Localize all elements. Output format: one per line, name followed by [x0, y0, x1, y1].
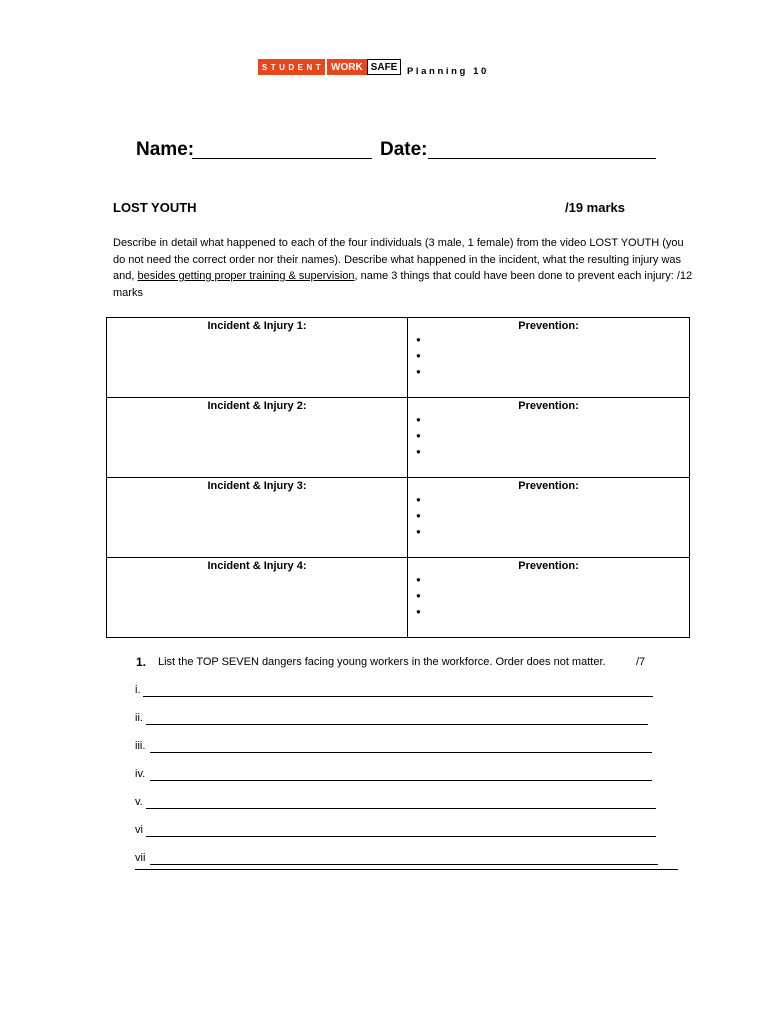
incident-table	[106, 317, 690, 638]
logo-student-text: STUDENT	[258, 59, 325, 75]
answer-line[interactable]	[146, 712, 648, 725]
incident-cell[interactable]	[107, 318, 408, 398]
worksafe-logo	[258, 59, 401, 75]
date-blank[interactable]	[428, 141, 656, 159]
bullet-item[interactable]	[416, 524, 689, 540]
answer-line[interactable]	[143, 684, 653, 697]
incident-cell[interactable]	[107, 478, 408, 558]
bullet-item[interactable]	[416, 348, 689, 364]
prevention-header: Prevention:	[518, 560, 579, 572]
incident-header: Incident & Injury 1:	[207, 320, 307, 332]
prevention-bullets	[408, 492, 689, 540]
prevention-cell[interactable]	[408, 318, 690, 398]
answer-label: vi	[135, 824, 143, 836]
bullet-item[interactable]	[416, 364, 689, 380]
question-marks: /7	[636, 656, 646, 668]
logo-work-text: WORK	[325, 59, 367, 75]
bullet-item[interactable]	[416, 428, 689, 444]
instructions	[113, 235, 693, 301]
table-row	[107, 478, 690, 558]
prevention-bullets	[408, 412, 689, 460]
prevention-header: Prevention:	[518, 480, 579, 492]
prevention-bullets	[408, 332, 689, 380]
prevention-header: Prevention:	[518, 400, 579, 412]
prevention-bullets	[408, 572, 689, 620]
name-blank[interactable]	[192, 141, 372, 159]
bullet-item[interactable]	[416, 412, 689, 428]
answer-line[interactable]	[146, 824, 656, 837]
section-marks: /19 marks	[565, 200, 625, 215]
course-title: Planning 10	[407, 66, 489, 77]
incident-header: Incident & Injury 4:	[207, 560, 307, 572]
instructions-underlined: besides getting proper training & supervision	[137, 270, 355, 282]
bullet-item[interactable]	[416, 508, 689, 524]
bullet-item[interactable]	[416, 572, 689, 588]
bullet-item[interactable]	[416, 588, 689, 604]
instructions-text-2: , name 3 things that could have been done to prevent each injury: /12 marks	[113, 270, 693, 299]
name-label: Name:	[136, 139, 195, 160]
answer-label: i.	[135, 684, 141, 696]
incident-header: Incident & Injury 3:	[207, 480, 307, 492]
question-number: 1.	[136, 655, 147, 669]
incident-cell[interactable]	[107, 398, 408, 478]
date-field	[380, 139, 428, 161]
prevention-cell[interactable]	[408, 478, 690, 558]
table-row	[107, 398, 690, 478]
bullet-item[interactable]	[416, 492, 689, 508]
prevention-header: Prevention:	[518, 320, 579, 332]
prevention-cell[interactable]	[408, 398, 690, 478]
answer-line[interactable]	[150, 768, 652, 781]
answer-label: v.	[135, 796, 143, 808]
table-row	[107, 558, 690, 638]
bullet-item[interactable]	[416, 332, 689, 348]
answer-label: ii.	[135, 712, 143, 724]
answer-label: iv.	[135, 768, 146, 780]
name-field	[136, 139, 194, 161]
table-row	[107, 318, 690, 398]
logo-safe-text: SAFE	[367, 59, 402, 75]
date-label: Date:	[380, 139, 428, 160]
incident-cell[interactable]	[107, 558, 408, 638]
prevention-cell[interactable]	[408, 558, 690, 638]
answer-label: vii	[135, 852, 146, 864]
bottom-rule	[135, 857, 678, 870]
bullet-item[interactable]	[416, 444, 689, 460]
incident-header: Incident & Injury 2:	[207, 400, 307, 412]
answer-line[interactable]	[150, 740, 652, 753]
bullet-item[interactable]	[416, 604, 689, 620]
answer-line[interactable]	[146, 796, 656, 809]
question-text: List the TOP SEVEN dangers facing young workers in the workforce. Order does not matter.	[158, 656, 606, 668]
answer-label: iii.	[135, 740, 146, 752]
section-title: LOST YOUTH	[113, 200, 197, 215]
instructions-text-1: Describe in detail what happened to each of the four individuals (3 male, 1 female) from the video LOST YOUTH (you do not need the correct order nor their names). Describe what happened in the incident, what the resulting injury was and,	[113, 237, 684, 282]
